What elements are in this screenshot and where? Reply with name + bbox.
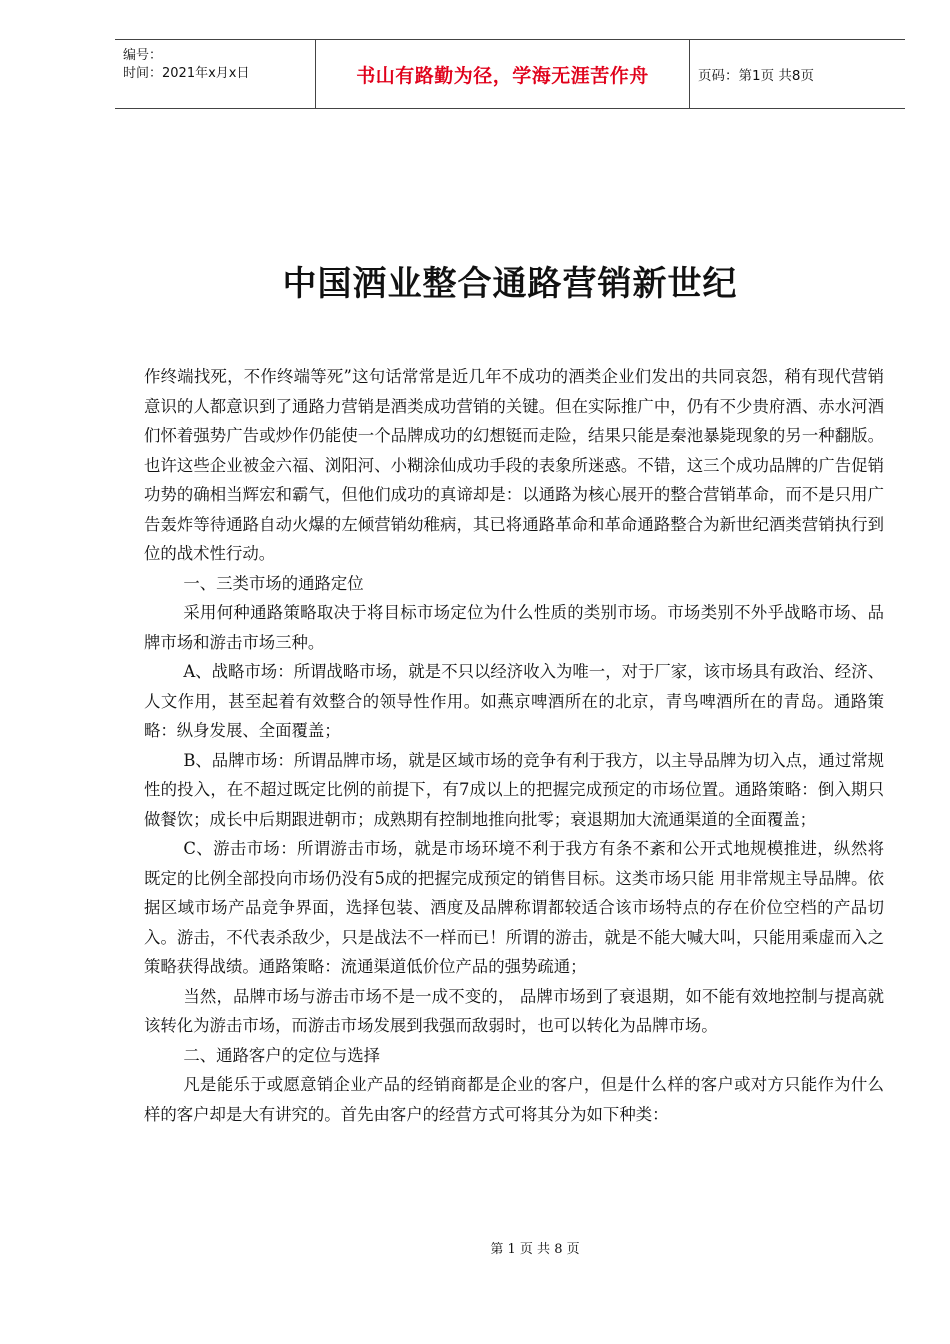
document-body bbox=[144, 362, 884, 1129]
time-label: 时间：2021年x月x日 bbox=[123, 66, 250, 81]
section-heading: 一、三类市场的通路定位 bbox=[183, 573, 364, 593]
paragraph: 凡是能乐于或愿意销企业产品的经销商都是企业的客户，但是什么样的客户或对方只能作为什么样的客户却是大有讲究的。首先由客户的经营方式可将其分为如下种类： bbox=[144, 1075, 884, 1124]
motto-text: 书山有路勤为径，学海无涯苦作舟 bbox=[356, 64, 649, 87]
header-motto-cell bbox=[316, 40, 690, 108]
paragraph: B、品牌市场：所谓品牌市场，就是区域市场的竞争有利于我方，以主导品牌为切入点，通过常规性的投入，在不超过既定比例的前提下，有7成以上的把握完成预定的市场位置。通路策略：倒入期只做餐饮；成长中后期跟进朝市；成熟期有控制地推向批零；衰退期加大流通渠道的全面覆盖； bbox=[144, 750, 884, 829]
paragraph: 采用何种通路策略取决于将目标市场定位为什么性质的类别市场。市场类别不外乎战略市场、品牌市场和游击市场三种。 bbox=[144, 603, 884, 652]
page-footer: 第 1 页 共 8 页 bbox=[490, 1242, 580, 1257]
serial-label: 编号： bbox=[123, 48, 163, 63]
paragraph: 当然，品牌市场与游击市场不是一成不变的， 品牌市场到了衰退期，如不能有效地控制与提高就该转化为游击市场，而游击市场发展到我强而敌弱时，也可以转化为品牌市场。 bbox=[144, 986, 884, 1035]
header-table bbox=[115, 39, 905, 109]
paragraph: 作终端找死，不作终端等死”这句话常常是近几年不成功的酒类企业们发出的共同哀怨，稍有现代营销意识的人都意识到了通路力营销是酒类成功营销的关键。但在实际推广中，仍有不少贵府酒、赤水河酒们怀着强势广告或炒作仍能使一个品牌成功的幻想铤而走险，结果只能是秦池暴毙现象的另一种翻版。也许这些企业被金六福、浏阳河、小糊涂仙成功手段的表象所迷惑。不错，这三个成功品牌的广告促销功势的确相当辉宏和霸气，但他们成功的真谛却是：以通路为核心展开的整合营销革命，而不是只用广告轰炸等待通路自动火爆的左倾营销幼稚病，其已将通路革命和革命通路整合为新世纪酒类营销执行到位的战术性行动。 bbox=[144, 367, 884, 563]
document-title: 中国酒业整合通路营销新世纪 bbox=[282, 264, 738, 304]
paragraph: A、战略市场：所谓战略市场，就是不只以经济收入为唯一，对于厂家，该市场具有政治、经济、人文作用，甚至起着有效整合的领导性作用。如燕京啤酒所在的北京，青鸟啤酒所在的青岛。通路策略：纵身发展、全面覆盖； bbox=[144, 662, 884, 740]
header-meta-cell bbox=[115, 40, 316, 108]
paragraph: C、游击市场：所谓游击市场，就是市场环境不利于我方有条不紊和公开式地规模推进，纵然将既定的比例全部投向市场仍没有5成的把握完成预定的销售目标。这类市场只能 用非常规主导品牌。依据区域市场产品竞争界面，选择包装、酒度及品牌称谓都较适合该市场特点的存在价位空档的产品切入。游击，不代表杀敌少，只是战法不一样而已！所谓的游击，就是不能大喊大叫，只能用乘虚而入之策略获得战绩。通路策略：流通渠道低价位产品的强势疏通； bbox=[144, 839, 884, 976]
header-page-info: 页码：第1页 共8页 bbox=[698, 68, 814, 84]
section-heading: 二、通路客户的定位与选择 bbox=[183, 1045, 381, 1065]
header-page-cell bbox=[690, 40, 905, 108]
